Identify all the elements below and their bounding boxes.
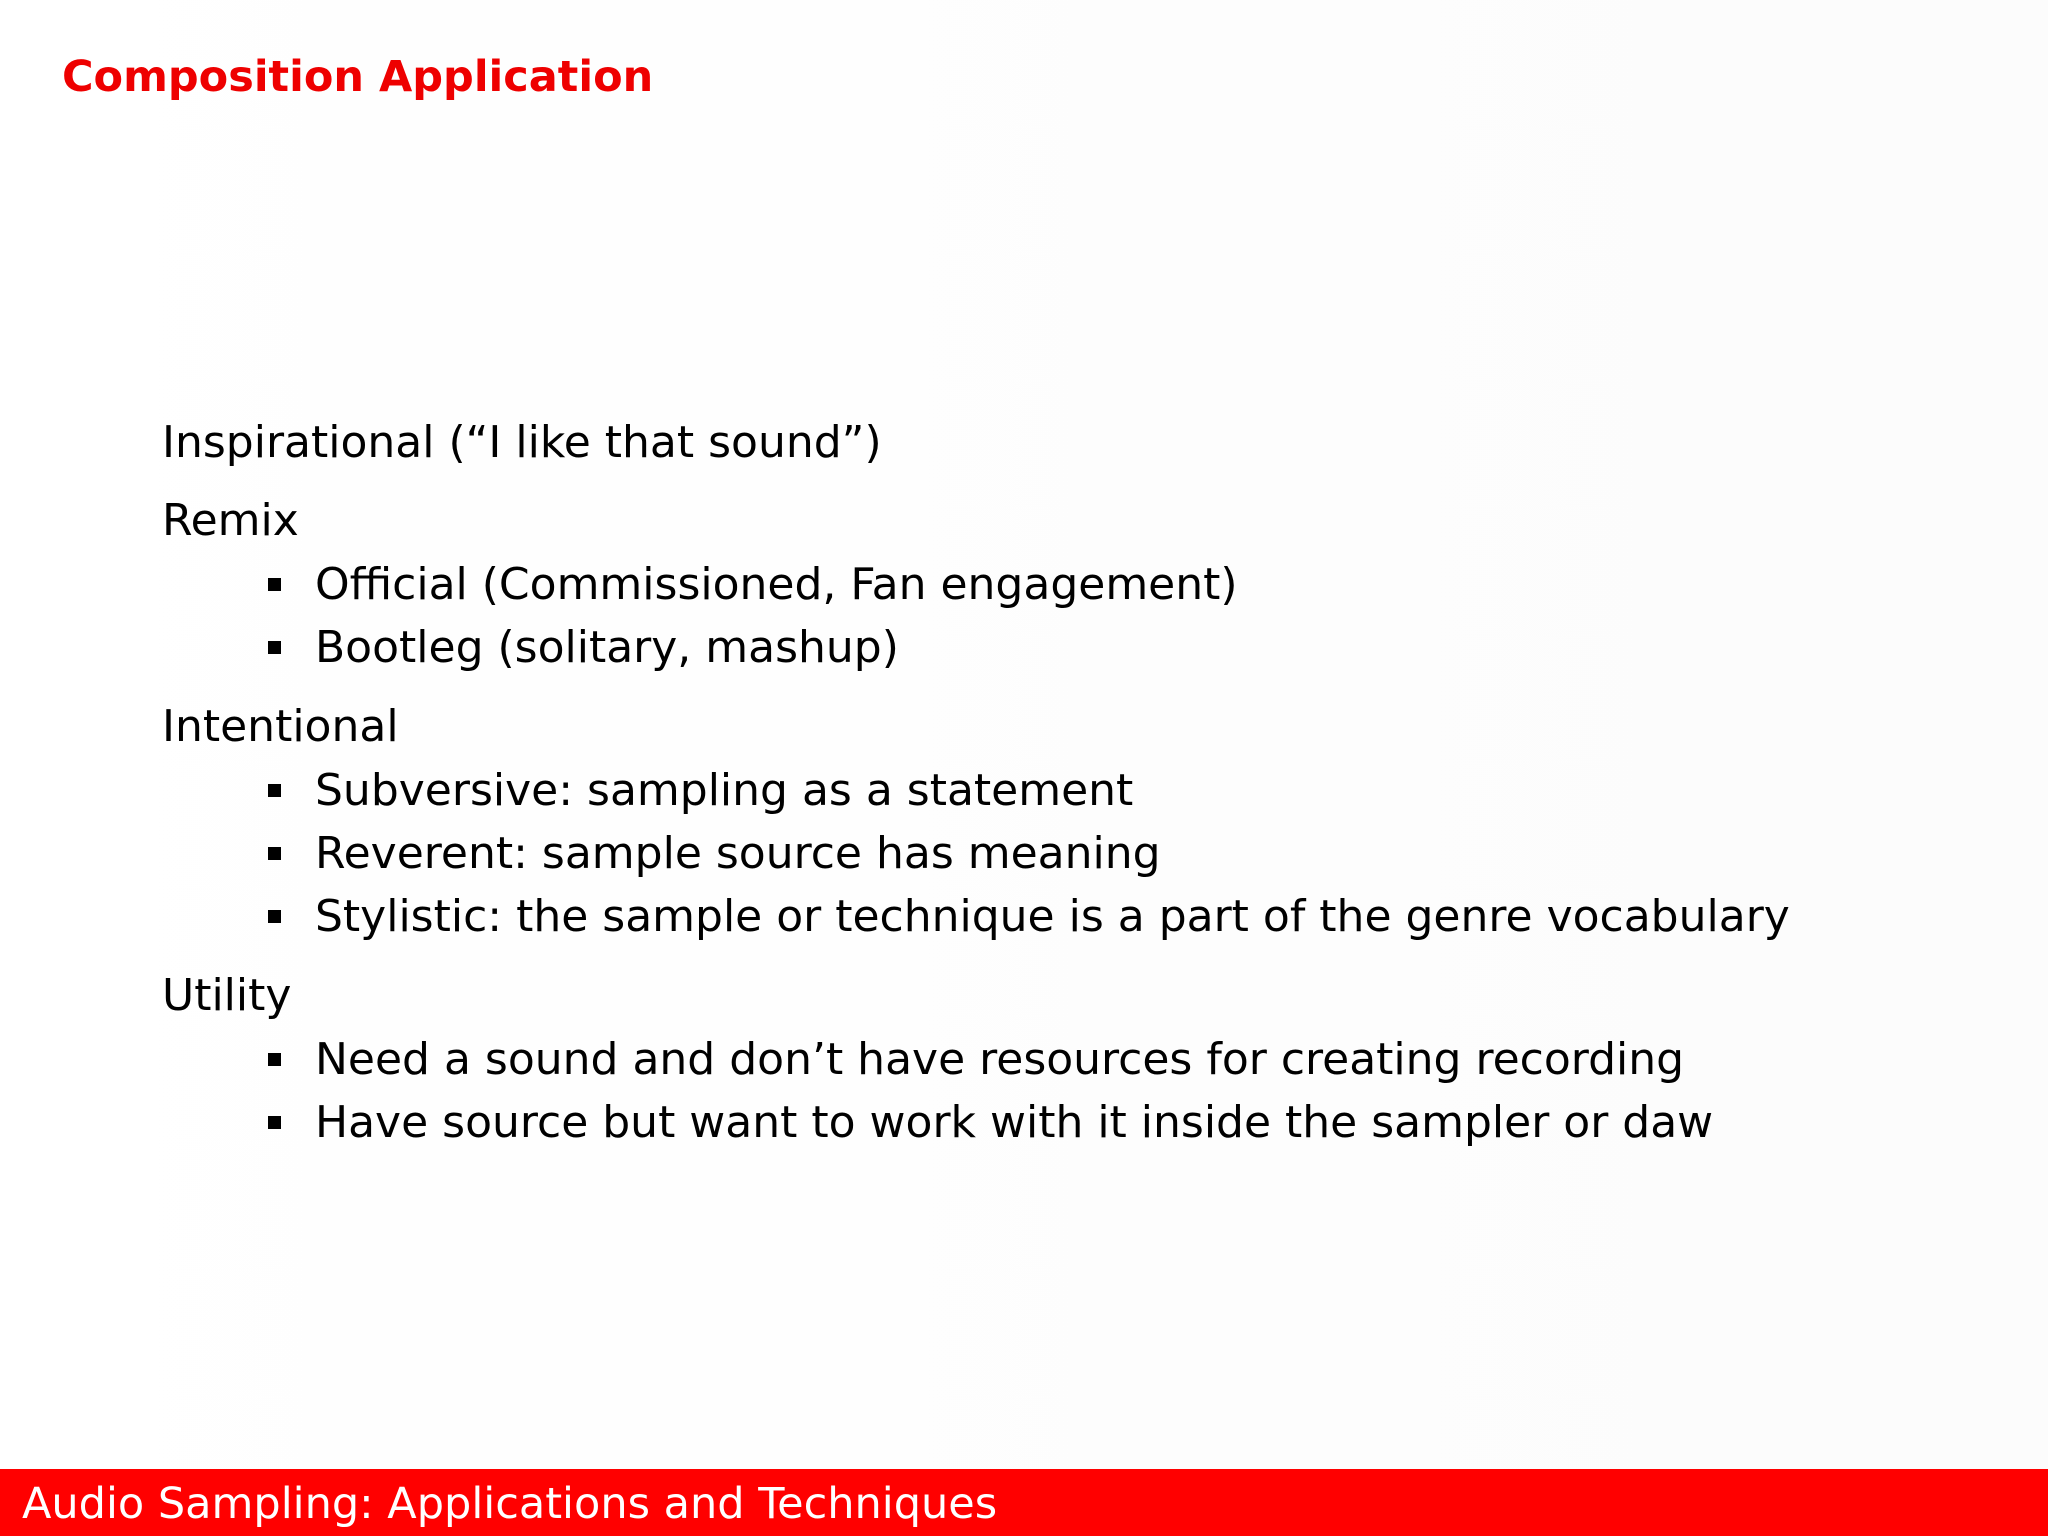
- sub-bullet-text: Reverent: sample source has meaning: [315, 828, 1161, 879]
- sub-bullet-list: [162, 759, 2002, 948]
- square-bullet-icon: [268, 784, 281, 797]
- sub-bullet-text: Have source but want to work with it inside the sampler or daw: [315, 1097, 1714, 1148]
- square-bullet-icon: [268, 1116, 281, 1129]
- bullet-item: Inspirational (“I like that sound”): [162, 417, 882, 468]
- sub-bullet-item: [162, 553, 2002, 616]
- sub-bullet-item: [162, 616, 2002, 679]
- square-bullet-icon: [268, 847, 281, 860]
- bullet-group-utility: [162, 966, 2002, 1154]
- sub-bullet-list: [162, 553, 2002, 679]
- square-bullet-icon: [268, 910, 281, 923]
- sub-bullet-list: [162, 1028, 2002, 1154]
- sub-bullet-item: [162, 1091, 2002, 1154]
- bullet-item: Intentional: [162, 701, 399, 752]
- slide-title: Composition Application: [62, 52, 654, 102]
- sub-bullet-text: Subversive: sampling as a statement: [315, 765, 1134, 816]
- bullet-item: Utility: [162, 970, 292, 1021]
- bullet-group-intentional: [162, 697, 2002, 948]
- square-bullet-icon: [268, 578, 281, 591]
- sub-bullet-text: Official (Commissioned, Fan engagement): [315, 559, 1238, 610]
- sub-bullet-item: [162, 759, 2002, 822]
- sub-bullet-text: Need a sound and don’t have resources for creating recording: [315, 1034, 1685, 1085]
- sub-bullet-item: [162, 1028, 2002, 1091]
- bullet-group-remix: [162, 491, 2002, 679]
- bullet-group-inspirational: [162, 413, 2002, 473]
- square-bullet-icon: [268, 641, 281, 654]
- square-bullet-icon: [268, 1053, 281, 1066]
- sub-bullet-text: Stylistic: the sample or technique is a part of the genre vocabulary: [315, 891, 1790, 942]
- footer-bar: [0, 1469, 2048, 1536]
- sub-bullet-item: [162, 885, 2002, 948]
- bullet-item: Remix: [162, 495, 299, 546]
- slide-content: [162, 413, 2002, 1172]
- sub-bullet-text: Bootleg (solitary, mashup): [315, 622, 899, 673]
- footer-title: Audio Sampling: Applications and Techniques: [22, 1479, 998, 1529]
- sub-bullet-item: [162, 822, 2002, 885]
